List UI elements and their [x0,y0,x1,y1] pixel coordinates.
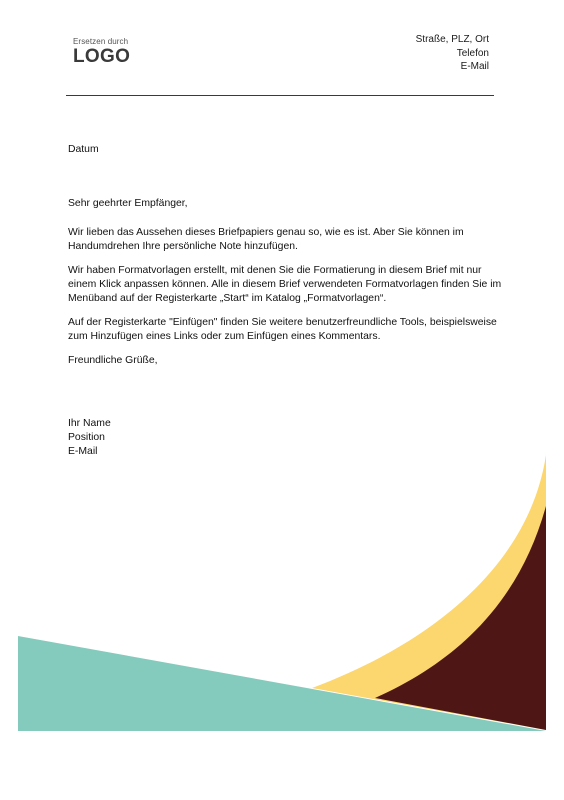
sender-phone: Telefon [456,47,489,59]
signature-email: E-Mail [68,446,98,457]
letter-salutation: Sehr geehrter Empfänger, [68,198,188,209]
letter-paragraph: Auf der Registerkarte "Einfügen" finden Sie weitere benutzerfreundliche Tools, beispielsweise zum Hinzufügen eines Links oder zum Einfügen eines Kommentars. [68,317,497,342]
sender-email: E-Mail [460,61,489,72]
letter-closing: Freundliche Grüße, [68,355,158,366]
signature-name: Ihr Name [68,418,111,429]
letter-paragraph: Wir lieben das Aussehen dieses Briefpapiers genau so, wie es ist. Aber Sie können im Handumdrehen Ihre persönliche Note hinzufügen. [68,227,464,252]
sender-address: Straße, PLZ, Ort [415,34,489,45]
logo-placeholder-text: Ersetzen durch [73,37,129,46]
letter-date: Datum [68,144,99,155]
letter-paragraph: Wir haben Formatvorlagen erstellt, mit denen Sie die Formatierung in diesem Brief mit nur einem Klick anpassen können. Alle in diesem Brief verwendeten Formatvorlagen finden Sie im Menüband auf der Registerkarte „Start“ im Katalog „Formatvorlagen“. [68,265,502,304]
signature-position: Position [68,432,105,443]
logo-text: LOGO [73,46,131,67]
